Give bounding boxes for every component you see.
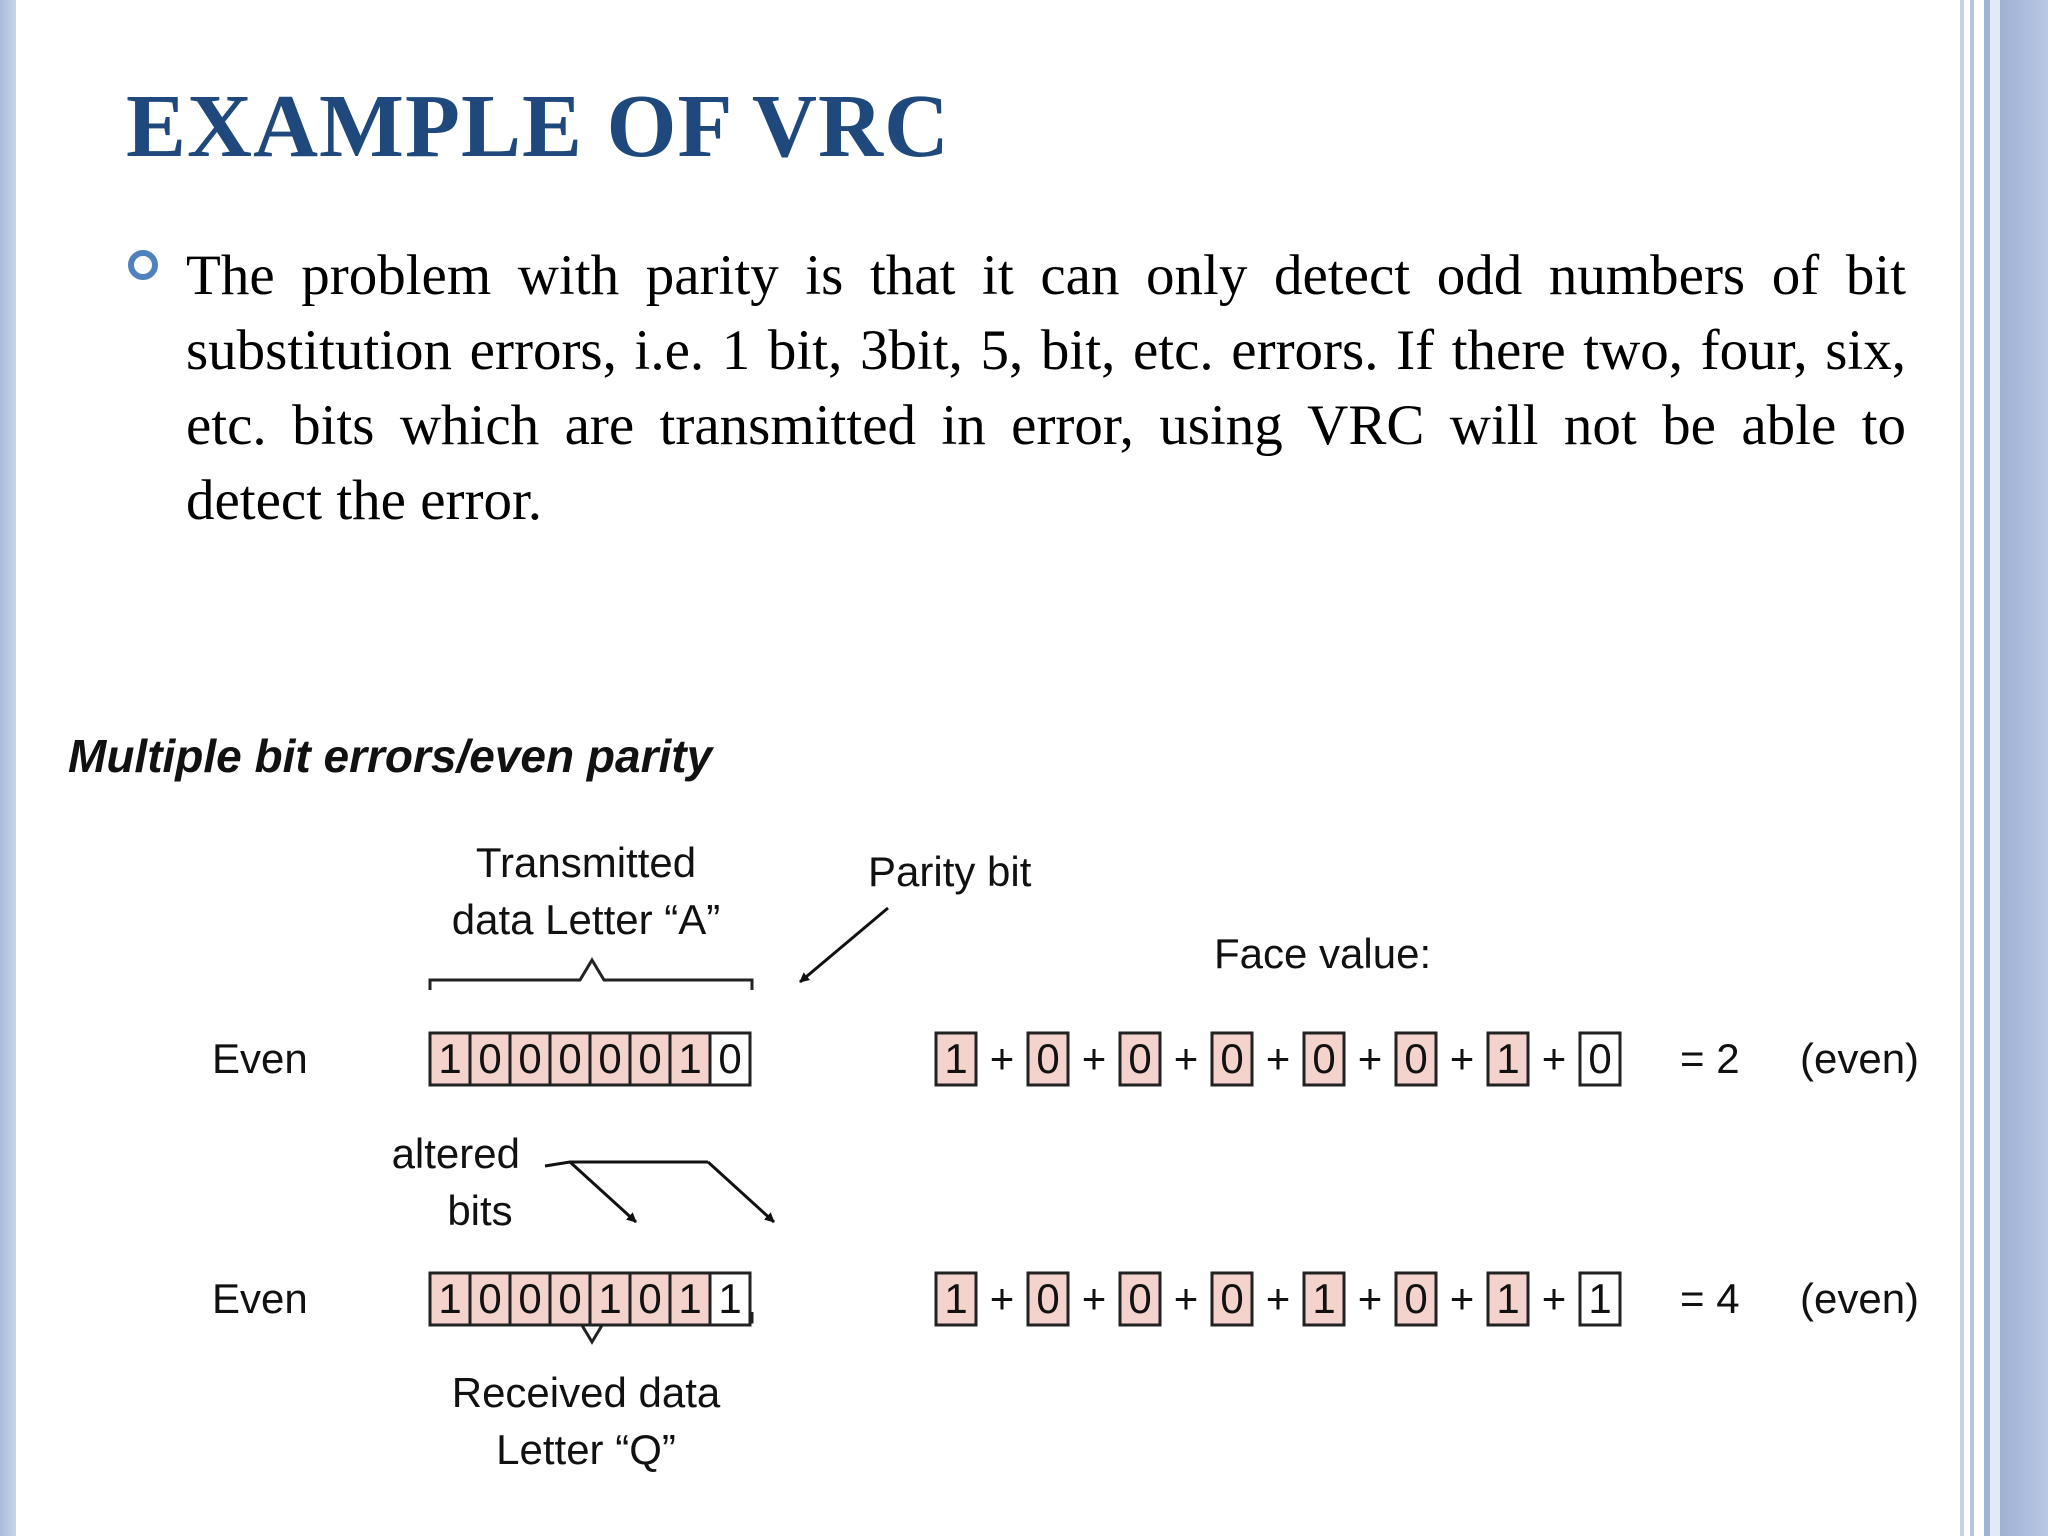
plus-sign: + <box>1265 1275 1291 1322</box>
parity-diagram <box>0 700 1960 1500</box>
data-bit-value: 0 <box>598 1035 622 1082</box>
parity-rows <box>212 1033 1919 1325</box>
altered-arrow-path <box>545 1162 708 1166</box>
parity-bit-value: 1 <box>718 1275 742 1322</box>
data-bit-value: 1 <box>438 1275 462 1322</box>
plus-sign: + <box>989 1035 1015 1082</box>
data-bit-value: 0 <box>478 1275 502 1322</box>
altered-arrow-1 <box>570 1162 636 1222</box>
plus-sign: + <box>1173 1275 1199 1322</box>
face-value-digit: 1 <box>1312 1275 1336 1322</box>
plus-sign: + <box>1541 1275 1567 1322</box>
altered-arrow-2 <box>708 1162 774 1222</box>
face-value-digit: 0 <box>1128 1035 1152 1082</box>
face-value-digit: 0 <box>1036 1275 1060 1322</box>
face-value-digit: 1 <box>944 1275 968 1322</box>
face-value-digit: 0 <box>1312 1035 1336 1082</box>
plus-sign: + <box>1357 1035 1383 1082</box>
sum-parity-note: (even) <box>1800 1035 1920 1082</box>
data-bit-value: 1 <box>438 1035 462 1082</box>
plus-sign: + <box>1265 1035 1291 1082</box>
data-bit-value: 0 <box>558 1275 582 1322</box>
plus-sign: + <box>1357 1275 1383 1322</box>
parity-bit-value: 0 <box>718 1035 742 1082</box>
transmitted-brace <box>430 960 752 990</box>
data-bit-value: 0 <box>478 1035 502 1082</box>
figure-heading: Multiple bit errors/even parity <box>68 730 713 782</box>
parity-bit-label: Parity bit <box>868 848 1032 895</box>
face-value-digit: 1 <box>1496 1035 1520 1082</box>
face-value-digit: 1 <box>1496 1275 1520 1322</box>
face-value-label: Face value: <box>1214 930 1432 977</box>
plus-sign: + <box>1449 1035 1475 1082</box>
sum-parity-note: (even) <box>1800 1275 1920 1322</box>
bullet-text: The problem with parity is that it can only detect odd numbers of bit substitution errors, i.e. 1 bit, 3bit, 5, bit, etc. errors. If there two, four, six, etc. bits which are transmitted in error, using VRC will not be able to detect the error. <box>186 244 1906 532</box>
face-value-digit: 0 <box>1036 1035 1060 1082</box>
data-bit-value: 1 <box>678 1275 702 1322</box>
transmitted-label-line2: data Letter “A” <box>451 896 721 943</box>
received-label-line2: Letter “Q” <box>496 1426 676 1473</box>
data-bit-value: 1 <box>598 1275 622 1322</box>
plus-sign: + <box>1081 1275 1107 1322</box>
parity-arrow <box>800 908 888 982</box>
data-bit-value: 0 <box>518 1035 542 1082</box>
altered-label-line2: bits <box>447 1187 513 1234</box>
data-bit-value: 0 <box>558 1035 582 1082</box>
face-value-digit: 1 <box>944 1035 968 1082</box>
plus-sign: + <box>1541 1035 1567 1082</box>
data-bit-value: 0 <box>638 1275 662 1322</box>
slide-title: EXAMPLE OF VRC <box>126 77 950 176</box>
face-value-digit: 0 <box>1404 1035 1428 1082</box>
plus-sign: + <box>1449 1275 1475 1322</box>
data-bit-value: 1 <box>678 1035 702 1082</box>
transmitted-label-line1: Transmitted <box>475 839 697 886</box>
face-value-digit: 0 <box>1404 1275 1428 1322</box>
plus-sign: + <box>1081 1035 1107 1082</box>
face-value-digit: 0 <box>1220 1035 1244 1082</box>
face-value-digit: 0 <box>1588 1035 1612 1082</box>
data-bit-value: 0 <box>638 1035 662 1082</box>
data-bit-value: 0 <box>518 1275 542 1322</box>
sum-result: = 2 <box>1680 1035 1740 1082</box>
face-value-digit: 1 <box>1588 1275 1612 1322</box>
altered-label-line1: altered <box>391 1130 520 1177</box>
plus-sign: + <box>989 1275 1015 1322</box>
parity-type-label: Even <box>212 1275 308 1322</box>
face-value-digit: 0 <box>1220 1275 1244 1322</box>
parity-type-label: Even <box>212 1035 308 1082</box>
received-label-line1: Received data <box>451 1369 721 1416</box>
sum-result: = 4 <box>1680 1275 1740 1322</box>
bullet-ring-icon <box>128 250 158 280</box>
plus-sign: + <box>1173 1035 1199 1082</box>
slide-right-border <box>1960 0 2048 1536</box>
face-value-digit: 0 <box>1128 1275 1152 1322</box>
